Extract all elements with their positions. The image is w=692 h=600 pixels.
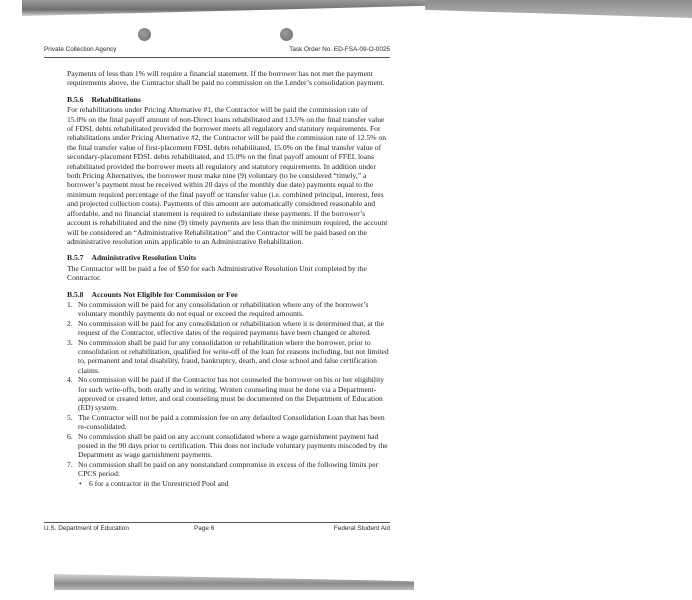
section-title: Accounts Not Eligible for Commission or Fee (91, 289, 238, 299)
section-title: Rehabilitations (91, 94, 141, 104)
list-marker: 5. (67, 412, 73, 422)
list-item (67, 338, 389, 376)
list-item (67, 432, 389, 460)
list-marker: 4. (67, 375, 73, 385)
footer-rule (44, 522, 390, 523)
list-marker: 2. (67, 318, 73, 328)
intro-paragraph: Payments of less than 1% will require a financial statement. If the borrower has not met the payment requirements above, the Contractor shall be paid no commission on the Lender’s consolidation payment. (67, 69, 385, 88)
section-b56-text: For rehabilitations under Pricing Alternative #1, the Contractor will be paid the commission rate of 15.0% on the final payoff amount of non-Direct loans rehabilitated and 13.5% on the final transfer value of FDSL debts rehabilitated provided the borrower meets all regulatory and statutory requirements. For rehabilitations under Pricing Alternative #2, the Contractor will be paid the commission rate of 12.5% on the final transfer value of first-placement FDSL debts rehabilitated, 15.0% on the final transfer value of secondary-placement FDSL debts rehabilitated, and 15.0% on the final payoff amount of FFEL loans rehabilitated provided the borrower meets all regulatory and statutory requirements. In addition under both Pricing Alternatives, the borrower must make nine (9) voluntary (to be considered “timely,” a borrower’s payment must be received within 20 days of the monthly due date) payments equal to the minimum required percentage of the final payoff or transfer value (i.e. combined principal, interest, fees and projected collection costs). Payments of this amount are automatically considered reasonable and affordable, and no financial statement is required to substantiate these payments. If the borrower’s account is rehabilitated and the nine (9) timely payments are less than the minimum required, the account will be considered an “Administrative Rehabilitation” and the Contractor will be paid based on the administrative resolution units applicable to an Administrative Rehabilitation. (67, 105, 388, 246)
ineligible-accounts-list (67, 300, 389, 479)
section-heading-b58 (67, 290, 389, 299)
section-b57-text: The Contractor will be paid a fee of $50 for each Administrative Resolution Unit completed by the Contractor. (67, 263, 367, 283)
punch-hole-right (280, 28, 293, 41)
section-number: B.5.8 (67, 289, 84, 299)
page-header (44, 46, 390, 53)
list-item (67, 413, 389, 432)
list-marker: 3. (67, 337, 73, 347)
list-item-text: No commission shall be paid for any consolidation or rehabilitation where the borrower, prior to consolidation or rehabilitation, qualified for write-off of the loan for reasons including, but not limited to, permanent and total disability, fraud, bankruptcy, death, and close school and false certification claims. (78, 337, 389, 375)
footer-page-number: Page 6 (194, 525, 215, 532)
footer-agency: Federal Student Aid (333, 525, 390, 532)
list-item-text: No commission shall be paid on any nonstandard compromise in excess of the following limits per CPCS period: (78, 459, 379, 479)
header-task-order: Task Order No. ED-FSA-09-O-0025 (289, 46, 390, 53)
footer-department: U.S. Department of Education (44, 525, 129, 532)
section-number: B.5.6 (67, 94, 84, 104)
bullet-item (67, 479, 389, 488)
list-item-text: No commission will be paid if the Contractor has not counseled the borrower on his or her eligibility for such write-offs, both orally and in writing. Written counseling must be done via a Department-approved or created letter, and oral counseling must be documented on the Department of Education (ED) system. (78, 375, 385, 413)
list-item-text: No commission will be paid for any consolidation or rehabilitation where it is determined that, at the request of the Contractor, effective dates of the required payments have been changed or altered. (78, 318, 384, 338)
scan-shadow-bottom (54, 574, 414, 590)
section-title: Administrative Resolution Units (91, 253, 197, 263)
list-item-text: No commission shall be paid on any account consolidated where a wage garnishment payment had posted in the 90 days prior to certification. This does not include voluntary payments miscoded by the Department as wage garnishment payments. (78, 431, 388, 460)
header-agency: Private Collection Agency (44, 46, 117, 53)
scan-shadow-top (22, 0, 432, 16)
bullet-marker: • (79, 478, 82, 488)
list-marker: 6. (67, 431, 73, 441)
list-marker: 7. (67, 459, 73, 469)
scan-shadow-top-right (425, 0, 692, 18)
list-item (67, 460, 389, 479)
list-item-text: The Contractor will not be paid a commission fee on any defaulted Consolidation Loan that has been re-consolidated. (78, 412, 385, 432)
list-item (67, 300, 389, 319)
list-item (67, 375, 389, 413)
section-number: B.5.7 (67, 253, 84, 263)
punch-hole-left (138, 28, 151, 41)
section-heading-b56 (67, 95, 389, 104)
list-marker: 1. (67, 299, 73, 309)
list-item-text: No commission will be paid for any consolidation or rehabilitation where any of the borrower’s voluntary monthly payments do not equal or exceed the required amounts. (78, 299, 369, 319)
document-body (67, 69, 389, 488)
header-rule (44, 57, 390, 58)
list-item (67, 319, 389, 338)
section-heading-b57 (67, 253, 389, 262)
bullet-text: 6 for a contractor in the Unrestricted Pool and (89, 478, 229, 488)
